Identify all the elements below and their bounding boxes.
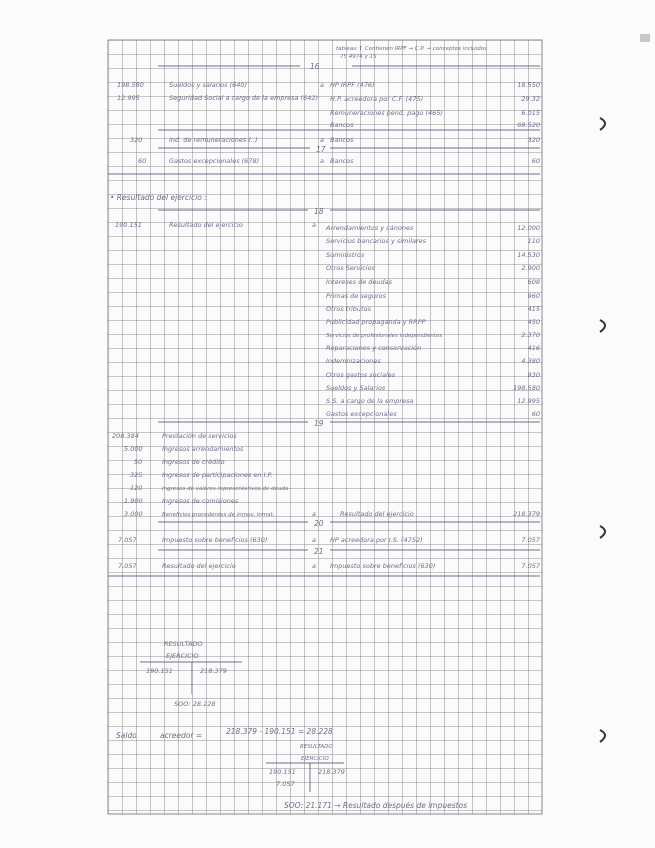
entry-19-credit-amount: 218.379 bbox=[513, 510, 540, 518]
section-title: • Resultado del ejercicio : bbox=[110, 193, 207, 202]
entry-19-debit-amount-1: 208.384 bbox=[112, 432, 139, 440]
t-account-2-left-2: 7.057 bbox=[276, 780, 295, 788]
t-account-2-title-line2: EJERCICIO bbox=[301, 756, 329, 762]
entry-18-credit-amount-1: 12.000 bbox=[517, 224, 540, 232]
entry-18-credit-account-5: Intereses de deudas bbox=[326, 278, 393, 286]
entry-16-debit-amount-2: 12.995 bbox=[117, 94, 140, 102]
entry-19-debit-amount-7: 3.000 bbox=[124, 510, 143, 518]
entry-16-debit-account-1: Sueldos y salarios (640) bbox=[169, 81, 248, 89]
entry-17-credit-amount: 60 bbox=[531, 157, 540, 165]
entry-16-credit-amount-2: 29.32 bbox=[521, 95, 540, 103]
t-account-1-right: 218.379 bbox=[200, 667, 227, 675]
t-account-1-left: 190.151 bbox=[146, 667, 173, 675]
entry-18-credit-amount-4: 2.900 bbox=[521, 264, 540, 272]
saldo-expression: 218.379 - 190.151 = 28.228 bbox=[226, 727, 333, 736]
entry-21-credit-mark: a bbox=[312, 562, 316, 570]
entry-18-credit-amount-10: 416 bbox=[527, 344, 540, 352]
entry-18-credit-amount-9: 2.370 bbox=[521, 331, 540, 339]
entry-19-debit-account-7: Beneficios procedentes de inmov. Inmat. bbox=[162, 512, 275, 518]
entry-19-number: 19 bbox=[314, 419, 324, 428]
entry-18-credit-amount-6: 960 bbox=[527, 292, 540, 300]
entry-19-debit-amount-4: 325 bbox=[130, 471, 143, 479]
entry-20-number: 20 bbox=[314, 519, 324, 528]
entry-21-debit-account: Resultado del ejercicio bbox=[162, 562, 236, 570]
page-corner-mark bbox=[640, 34, 650, 42]
entry-16-credit-amount-1: 18.550 bbox=[517, 81, 540, 89]
t-account-1-title-line1: RESULTADO bbox=[164, 640, 203, 648]
entry-18-credit-account-8: Publicidad propaganda y RRPP bbox=[326, 318, 426, 326]
entry-19-debit-account-1: Prestación de servicios bbox=[162, 432, 237, 440]
entry-17-credit-mark: a bbox=[320, 157, 324, 165]
header-note-line2: 75 4974 y 15 bbox=[340, 54, 377, 60]
entry-18-credit-amount-15: 60 bbox=[531, 410, 540, 418]
entry-16-credit-account-3: Remuneraciones pend. pago (465) bbox=[330, 109, 443, 117]
entry-20-credit-amount: 7.057 bbox=[521, 536, 540, 544]
entry-20-credit-mark: a bbox=[312, 536, 316, 544]
entry-18-credit-account-13: Sueldos y Salarios bbox=[326, 384, 386, 392]
entry-16-credit-mark-1: a bbox=[320, 81, 324, 89]
entry-18-credit-account-10: Reparaciones y conservación bbox=[326, 344, 422, 352]
entry-18-credit-amount-13: 198.580 bbox=[513, 384, 540, 392]
entry-18-credit-amount-7: 415 bbox=[527, 305, 540, 313]
entry-18-credit-amount-2: 110 bbox=[527, 237, 540, 245]
entry-18-number: 18 bbox=[314, 207, 324, 216]
entry-19-debit-account-4: Ingresos de participaciones en I.P. bbox=[162, 471, 273, 479]
entry-19-debit-account-6: Ingresos de comisiones bbox=[162, 497, 239, 505]
entry-20-credit-account: HP acreedora por I.S. (4752) bbox=[330, 536, 423, 544]
entry-19-debit-amount-2: 5.000 bbox=[124, 445, 143, 453]
entry-16-credit-account-5: Bancos bbox=[330, 136, 354, 144]
entry-18-credit-account-6: Primas de seguros bbox=[326, 292, 387, 300]
entry-18-credit-account-11: Indemnizaciones bbox=[326, 357, 381, 365]
entry-20-debit-amount: 7.057 bbox=[118, 536, 137, 544]
entry-18-credit-account-4: Otros Servicios bbox=[326, 264, 375, 272]
saldo-word: acreedor = bbox=[160, 731, 203, 740]
t-account-2-left-1: 190.151 bbox=[269, 768, 296, 776]
entry-18-debit-account: Resultado del ejercicio bbox=[169, 221, 243, 229]
entry-18-credit-amount-12: 930 bbox=[527, 371, 540, 379]
entry-18-credit-amount-14: 12.995 bbox=[517, 397, 540, 405]
entry-18-credit-account-1: Arrendamientos y cánones bbox=[326, 224, 414, 232]
entry-16-credit-amount-4: 69.520 bbox=[517, 121, 540, 129]
t-account-2-right: 218.379 bbox=[318, 768, 345, 776]
entry-17-credit-account: Bancos bbox=[330, 157, 354, 165]
saldo-label: Saldo bbox=[116, 731, 137, 740]
entry-18-credit-account-12: Otros gastos sociales bbox=[326, 371, 396, 379]
entry-19-credit-account: Resultado del ejercicio bbox=[340, 510, 414, 518]
entry-18-debit-amount: 190.151 bbox=[115, 221, 142, 229]
entry-18-credit-mark: a bbox=[312, 221, 316, 229]
t-account-1-title-line2: EJERCICIO bbox=[166, 652, 199, 660]
entry-19-debit-account-3: Ingresos de crédito bbox=[162, 458, 225, 466]
entry-16-number: 16 bbox=[310, 62, 320, 71]
entry-16-credit-account-1: HP IRPF (476) bbox=[330, 81, 375, 89]
header-note-line1: tableau ↑ Contienen IRPF → C.P. → conceptos incluidos bbox=[336, 46, 487, 52]
entry-20-debit-account: Impuesto sobre beneficios (630) bbox=[162, 536, 268, 544]
entry-16-credit-account-4: Bancos bbox=[330, 121, 354, 129]
entry-17-debit-amount: 60 bbox=[138, 157, 147, 165]
entry-21-number: 21 bbox=[314, 547, 324, 556]
entry-16-credit-amount-3: 6.015 bbox=[521, 109, 540, 117]
t-account-2-title-line1: RESULTADO bbox=[300, 744, 333, 750]
entry-18-credit-account-7: Otros tributos bbox=[326, 305, 371, 313]
t-account-1-balance: SOO: 28.228 bbox=[174, 700, 216, 708]
entry-16-debit-amount-1: 198.580 bbox=[117, 81, 144, 89]
entry-18-credit-account-15: Gastos excepcionales bbox=[326, 410, 397, 418]
entry-16-credit-mark-3: a bbox=[320, 136, 324, 144]
entry-18-credit-account-9: Servicios de profesionales independientes bbox=[326, 333, 443, 339]
entry-19-debit-amount-5: 120 bbox=[130, 484, 143, 492]
entry-16-debit-account-3: Ind. de remuneraciones (..) bbox=[169, 136, 258, 144]
entry-18-credit-account-3: Suministros bbox=[326, 251, 365, 259]
entry-21-credit-amount: 7.057 bbox=[521, 562, 540, 570]
entry-16-debit-account-2: Seguridad Social a cargo de la empresa (642) bbox=[169, 94, 319, 102]
entry-17-debit-account: Gastos excepcionales (678) bbox=[169, 157, 260, 165]
entry-16-credit-amount-5: 320 bbox=[527, 136, 540, 144]
entry-18-credit-amount-5: 608 bbox=[527, 278, 540, 286]
entry-17-number: 17 bbox=[316, 145, 326, 154]
entry-19-debit-account-5: Ingresos de valores representativos de deuda bbox=[162, 486, 289, 492]
entry-16-credit-account-2: H.P. acreedora por C.F. (475) bbox=[330, 95, 424, 103]
final-result-line: SOO: 21.171 → Resultado después de impuestos bbox=[284, 801, 468, 810]
entry-19-debit-amount-6: 1.900 bbox=[124, 497, 143, 505]
entry-18-credit-account-2: Servicios bancarios y similares bbox=[326, 237, 427, 245]
entry-18-credit-amount-11: 4.380 bbox=[521, 357, 540, 365]
entry-18-credit-account-14: S.S. a cargo de la empresa bbox=[326, 397, 414, 405]
entry-16-debit-amount-3: 320 bbox=[130, 136, 143, 144]
entry-21-credit-account: Impuesto sobre beneficios (630) bbox=[330, 562, 436, 570]
entry-19-debit-amount-3: 50 bbox=[134, 458, 143, 466]
entry-19-debit-account-2: Ingresos arrendamientos bbox=[162, 445, 244, 453]
entry-19-credit-mark: a bbox=[312, 510, 316, 518]
entry-21-debit-amount: 7.057 bbox=[118, 562, 137, 570]
entry-18-credit-amount-8: 450 bbox=[527, 318, 540, 326]
entry-18-credit-amount-3: 14.530 bbox=[517, 251, 540, 259]
